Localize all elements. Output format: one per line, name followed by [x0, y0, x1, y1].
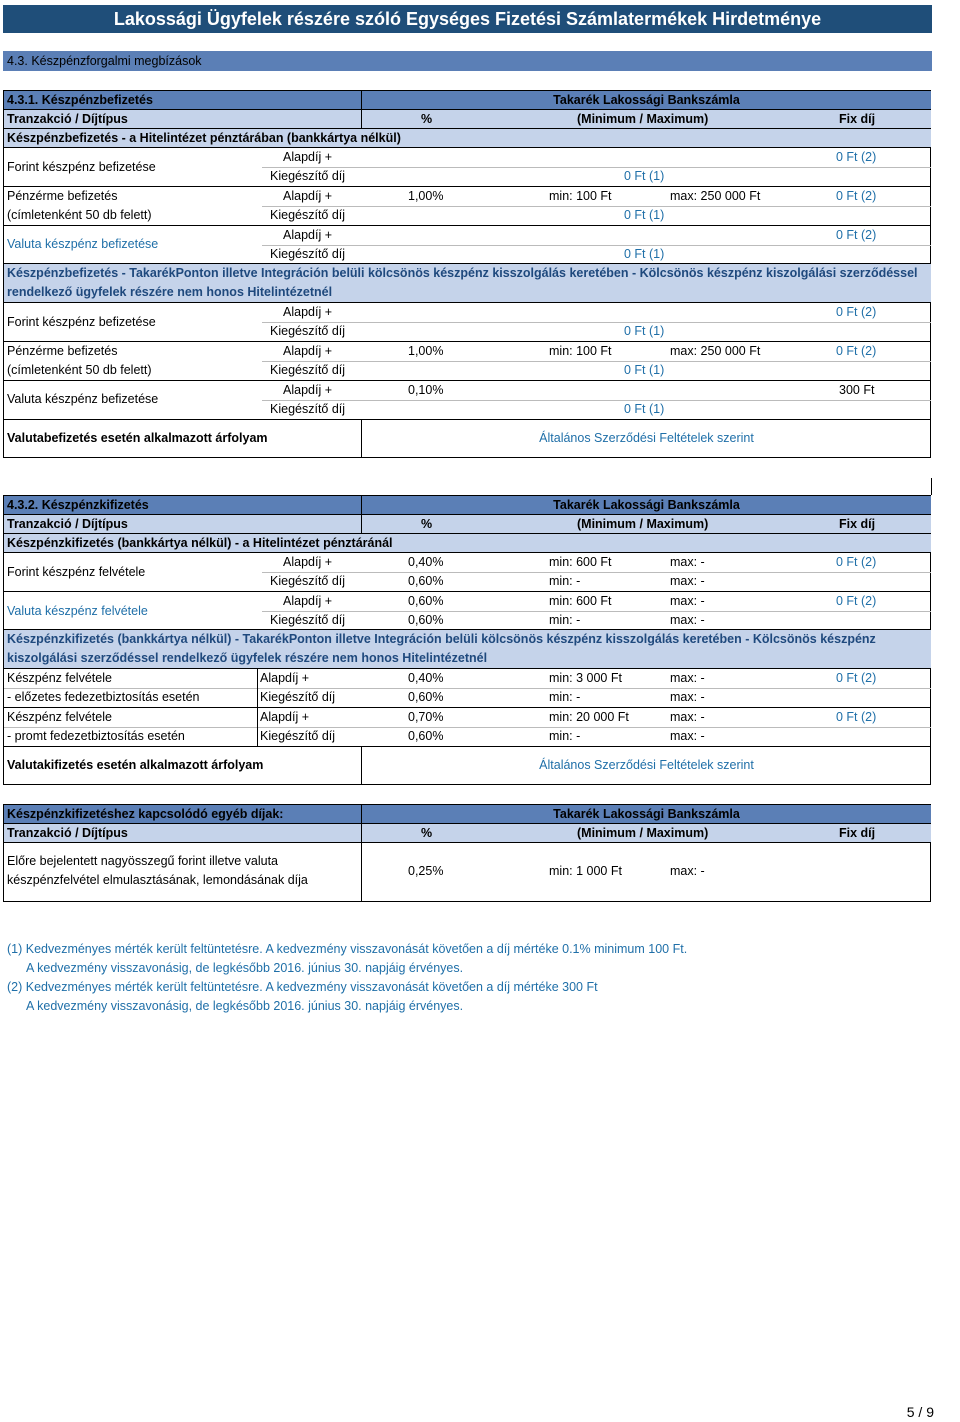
col-percent: %	[421, 112, 433, 126]
col-transaction: Tranzakció / Díjtípus	[7, 517, 128, 531]
base-fee-label: Alapdíj +	[283, 594, 332, 608]
col-minmax: (Minimum / Maximum)	[577, 112, 709, 126]
max-value: max: -	[670, 671, 705, 685]
withdrawal-rate-value: Általános Szerződési Feltételek szerint	[539, 758, 754, 772]
col-minmax: (Minimum / Maximum)	[577, 826, 709, 840]
valuta-deposit-label: Valuta készpénz befizetése	[7, 392, 159, 406]
pct-value: 0,60%	[408, 729, 444, 743]
extra-fee-label: Kiegészítő díj	[270, 247, 346, 261]
withdrawal-product: Takarék Lakossági Bankszámla	[553, 498, 740, 512]
coin-max: max: 250 000 Ft	[670, 189, 761, 203]
coin-percent: 1,00%	[408, 344, 444, 358]
base-fee-label: Alapdíj +	[260, 710, 309, 724]
extra-fee-label: Kiegészítő díj	[270, 324, 346, 338]
extra-fee-label: Kiegészítő díj	[270, 402, 346, 416]
fix-fee-value: 0 Ft (2)	[836, 555, 877, 569]
coin-deposit-sublabel: (címletenként 50 db felett)	[7, 363, 152, 377]
min-value: min: -	[549, 729, 581, 743]
coin-deposit-label: Pénzérme befizetés	[7, 344, 118, 358]
footnote-1-cont: A kedvezmény visszavonásig, de legkésőbb 2016. június 30. napjáig érvényes.	[26, 961, 464, 975]
other-fees-table	[3, 804, 931, 902]
fix-fee-value: 0 Ft (2)	[836, 305, 877, 319]
pct-value: 0,70%	[408, 710, 444, 724]
pct-value: 0,40%	[408, 671, 444, 685]
col-percent: %	[421, 826, 433, 840]
forint-deposit-label: Forint készpénz befizetése	[7, 315, 156, 329]
base-fee-label: Alapdíj +	[283, 383, 332, 397]
withdrawal-rate-label: Valutakifizetés esetén alkalmazott árfolyam	[7, 758, 264, 772]
col-transaction: Tranzakció / Díjtípus	[7, 826, 128, 840]
min-value: min: 20 000 Ft	[549, 710, 629, 724]
other-percent: 0,25%	[408, 864, 444, 878]
coin-min: min: 100 Ft	[549, 189, 612, 203]
max-value: max: -	[670, 555, 705, 569]
deposit-group1-title: Készpénzbefizetés - a Hitelintézet pénztárában (bankkártya nélkül)	[7, 131, 401, 145]
title-banner	[3, 5, 932, 33]
page-number: 5 / 9	[906, 1404, 934, 1420]
max-value: max: -	[670, 594, 705, 608]
other-column-header-row	[4, 824, 931, 843]
extra-fee-label: Kiegészítő díj	[270, 574, 346, 588]
pct-value: 0,60%	[408, 690, 444, 704]
withdrawal-table	[3, 495, 931, 785]
base-fee-label: Alapdíj +	[283, 150, 332, 164]
page-title: Lakossági Ügyfelek részére szóló Egységes Fizetési Számlatermékek Hirdetménye	[113, 9, 822, 29]
extra-fee-label: Kiegészítő díj	[260, 690, 336, 704]
min-value: min: -	[549, 613, 581, 627]
fix-fee-value: 0 Ft (2)	[836, 594, 877, 608]
col-fix: Fix díj	[839, 112, 876, 126]
extra-fee-label: Kiegészítő díj	[270, 169, 346, 183]
footnote-2: (2) Kedvezményes mérték került feltüntetésre. A kedvezmény visszavonását követően a díj mértéke 300 Ft	[7, 980, 598, 994]
fix-fee-value: 0 Ft (2)	[836, 228, 877, 242]
withdrawal-group2-title-cont: kiszolgálási szerződéssel rendelkező ügyfelek részére nem honos Hitelintézetnél	[7, 651, 488, 665]
min-value: min: 600 Ft	[549, 555, 612, 569]
fix-fee-value: 0 Ft (2)	[836, 710, 877, 724]
min-value: min: 3 000 Ft	[549, 671, 622, 685]
extra-fee-value: 0 Ft (1)	[624, 169, 665, 183]
footnote-1: (1) Kedvezményes mérték került feltüntetésre. A kedvezmény visszavonását követően a díj mértéke 0.1% minimum 100 Ft.	[7, 942, 688, 956]
deposit-table	[3, 90, 931, 458]
max-value: max: -	[670, 574, 705, 588]
fix-fee-value: 0 Ft (2)	[836, 344, 877, 358]
deposit-group2-title: Készpénzbefizetés - TakarékPonton illetve Integráción belüli kölcsönös készpénz kisszolgálás keretében - Kölcsönös készpénz kiszolgálási szerződéssel	[7, 266, 918, 280]
fix-fee-value: 0 Ft (2)	[836, 150, 877, 164]
max-value: max: -	[670, 690, 705, 704]
min-value: min: -	[549, 574, 581, 588]
extra-fee-value: 0 Ft (1)	[624, 208, 665, 222]
cash-withdrawal-1: Készpénz felvétele	[7, 671, 112, 685]
max-value: max: -	[670, 729, 705, 743]
extra-fee-label: Kiegészítő díj	[270, 208, 346, 222]
valuta-fix-fee: 300 Ft	[839, 383, 875, 397]
deposit-group2-title-cont: rendelkező ügyfelek részére nem honos Hitelintézetnél	[7, 285, 333, 299]
fix-fee-value: 0 Ft (2)	[836, 189, 877, 203]
coin-max: max: 250 000 Ft	[670, 344, 761, 358]
forint-deposit-label: Forint készpénz befizetése	[7, 160, 156, 174]
coin-min: min: 100 Ft	[549, 344, 612, 358]
extra-fee-label: Kiegészítő díj	[270, 613, 346, 627]
deposit-rate-label: Valutabefizetés esetén alkalmazott árfolyam	[7, 431, 268, 445]
extra-fee-value: 0 Ft (1)	[624, 247, 665, 261]
coin-percent: 1,00%	[408, 189, 444, 203]
deposit-rate-value: Általános Szerződési Feltételek szerint	[539, 431, 754, 445]
base-fee-label: Alapdíj +	[283, 555, 332, 569]
extra-fee-label: Kiegészítő díj	[260, 729, 336, 743]
footnote-2-cont: A kedvezmény visszavonásig, de legkésőbb 2016. június 30. napjáig érvényes.	[26, 999, 464, 1013]
extra-fee-value: 0 Ft (1)	[624, 363, 665, 377]
withdrawal-heading: 4.3.2. Készpénzkifizetés	[7, 498, 149, 512]
other-heading: Készpénzkifizetéshez kapcsolódó egyéb díjak:	[7, 807, 284, 821]
valuta-percent: 0,10%	[408, 383, 444, 397]
col-fix: Fix díj	[839, 517, 876, 531]
base-fee-label: Alapdíj +	[283, 344, 332, 358]
max-value: max: -	[670, 613, 705, 627]
base-fee-label: Alapdíj +	[283, 189, 332, 203]
coin-deposit-sublabel: (címletenként 50 db felett)	[7, 208, 152, 222]
pct-value: 0,60%	[408, 594, 444, 608]
section-bar	[3, 51, 932, 71]
extra-fee-value: 0 Ft (1)	[624, 324, 665, 338]
base-fee-label: Alapdíj +	[260, 671, 309, 685]
other-row-label: Előre bejelentett nagyösszegű forint illetve valuta	[7, 854, 278, 868]
cash-withdrawal-2-sub: - promt fedezetbiztosítás esetén	[7, 729, 185, 743]
max-value: max: -	[670, 710, 705, 724]
withdrawal-group2-title: Készpénzkifizetés (bankkártya nélkül) - TakarékPonton illetve Integráción belüli kölcsönös készpénz kisszolgálás keretében - Kölcsönös készpénz	[7, 632, 876, 646]
cash-withdrawal-2: Készpénz felvétele	[7, 710, 112, 724]
valuta-withdrawal-label: Valuta készpénz felvétele	[7, 604, 148, 618]
deposit-column-header-row	[4, 110, 931, 129]
extra-fee-label: Kiegészítő díj	[270, 363, 346, 377]
withdrawal-group1-title: Készpénzkifizetés (bankkártya nélkül) - a Hitelintézet pénztáránál	[7, 536, 393, 550]
other-max: max: -	[670, 864, 705, 878]
deposit-heading: 4.3.1. Készpénzbefizetés	[7, 93, 153, 107]
col-transaction: Tranzakció / Díjtípus	[7, 112, 128, 126]
pct-value: 0,60%	[408, 613, 444, 627]
deposit-product: Takarék Lakossági Bankszámla	[553, 93, 740, 107]
forint-withdrawal-label: Forint készpénz felvétele	[7, 565, 146, 579]
fix-fee-value: 0 Ft (2)	[836, 671, 877, 685]
other-min: min: 1 000 Ft	[549, 864, 622, 878]
section-title: 4.3. Készpénzforgalmi megbízások	[7, 54, 202, 68]
withdrawal-column-header-row	[4, 515, 931, 534]
min-value: min: 600 Ft	[549, 594, 612, 608]
col-minmax: (Minimum / Maximum)	[577, 517, 709, 531]
base-fee-label: Alapdíj +	[283, 228, 332, 242]
coin-deposit-label: Pénzérme befizetés	[7, 189, 118, 203]
extra-fee-value: 0 Ft (1)	[624, 402, 665, 416]
min-value: min: -	[549, 690, 581, 704]
valuta-deposit-label: Valuta készpénz befizetése	[7, 237, 159, 251]
other-product: Takarék Lakossági Bankszámla	[553, 807, 740, 821]
col-percent: %	[421, 517, 433, 531]
base-fee-label: Alapdíj +	[283, 305, 332, 319]
cash-withdrawal-1-sub: - előzetes fedezetbiztosítás esetén	[7, 690, 200, 704]
col-fix: Fix díj	[839, 826, 876, 840]
pct-value: 0,60%	[408, 574, 444, 588]
pct-value: 0,40%	[408, 555, 444, 569]
other-row-label-cont: készpénzfelvétel elmulasztásának, lemondásának díja	[7, 873, 308, 887]
